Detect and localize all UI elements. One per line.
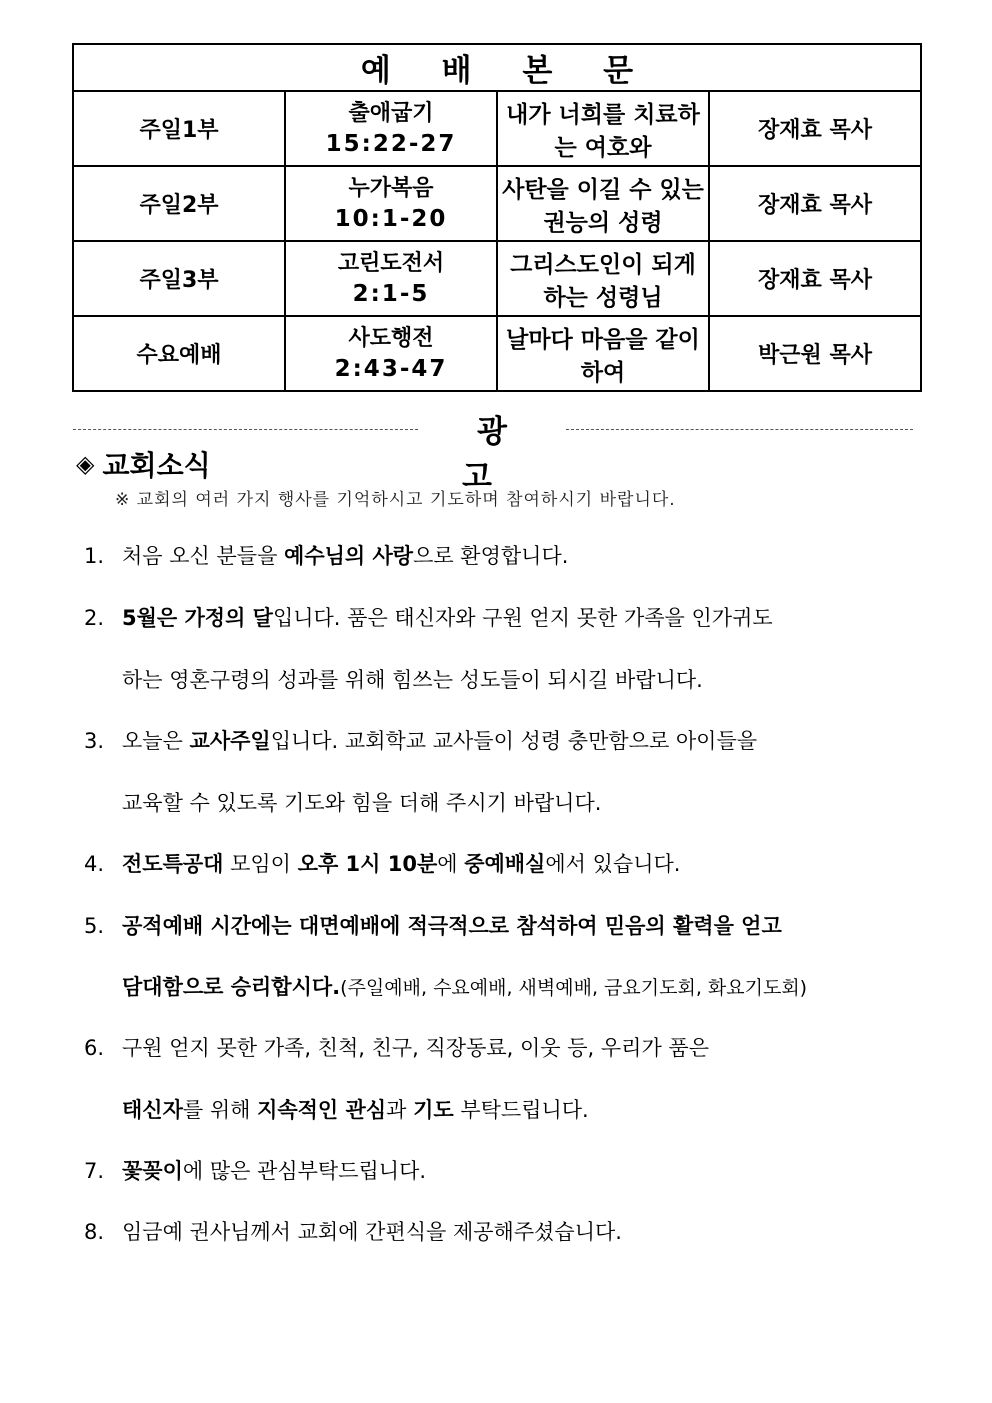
sermon-title: 그리스도인이 되게 하는 성령님: [497, 241, 709, 316]
dashed-line-right: [566, 429, 913, 430]
scripture-verse: 2:1-5: [352, 280, 430, 307]
item-emphasis: 오후 1시 10분: [297, 852, 438, 876]
worship-title: 예 배 본 문: [73, 44, 921, 91]
service-name: 주일1부: [73, 91, 285, 166]
item-emphasis: 지속적인 관심: [257, 1098, 387, 1122]
worship-row: [73, 241, 921, 316]
item-number: 3.: [84, 729, 105, 753]
scripture-book: 사도행전: [348, 325, 434, 351]
announcements-heading: 광 고: [462, 414, 537, 495]
item-text: 부탁드립니다.: [453, 1098, 589, 1122]
item-number: 8.: [84, 1220, 105, 1244]
worship-row: [73, 316, 921, 391]
sermon-title: 사탄을 이길 수 있는 권능의 성령: [497, 166, 709, 241]
service-name: 주일3부: [73, 241, 285, 316]
item-emphasis: 꽃꽂이: [122, 1159, 183, 1183]
scripture-book: 출애굽기: [348, 100, 434, 126]
item-text: 임금예 권사님께서 교회에 간편식을 제공해주셨습니다.: [122, 1220, 622, 1244]
item-text: 입니다. 교회학교 교사들이 성령 충만함으로 아이들을: [270, 729, 758, 753]
preacher: 박근원 목사: [709, 316, 921, 391]
item-text: 를 위해: [182, 1098, 258, 1122]
item-emphasis: 기도: [413, 1098, 454, 1122]
diamond-bullet-icon: ◈: [76, 450, 95, 478]
worship-row: [73, 166, 921, 241]
announcement-item: [84, 1032, 904, 1062]
item-emphasis: 태신자: [122, 1098, 183, 1122]
item-number: 4.: [84, 852, 105, 876]
item-emphasis: 공적예배 시간에는 대면예배에 적극적으로 참석하여 믿음의 활력을 얻고: [122, 914, 782, 938]
announcement-item: [84, 602, 904, 632]
item-number: 5.: [84, 914, 105, 938]
service-name: 주일2부: [73, 166, 285, 241]
preacher: 장재효 목사: [709, 166, 921, 241]
sermon-title: 내가 너희를 치료하는 여호와: [497, 91, 709, 166]
scripture-verse: 10:1-20: [334, 205, 448, 232]
sermon-title: 날마다 마음을 같이하여: [497, 316, 709, 391]
announcement-item: [84, 910, 904, 940]
announcement-continuation: [122, 1094, 942, 1124]
item-text: 처음 오신 분들을: [122, 544, 285, 568]
announcement-item: [84, 1216, 904, 1246]
announcement-item: [84, 848, 904, 878]
scripture-book: 고린도전서: [337, 250, 445, 276]
preacher: 장재효 목사: [709, 241, 921, 316]
section-title: 교회소식: [102, 449, 211, 482]
item-text: 에 많은 관심부탁드립니다.: [182, 1159, 427, 1183]
worship-row: [73, 91, 921, 166]
scripture-verse: 15:22-27: [325, 130, 457, 157]
worship-table: [72, 43, 922, 392]
announcement-item: [84, 540, 904, 570]
section-note: ※ 교회의 여러 가지 행사를 기억하시고 기도하며 참여하시기 바랍니다.: [115, 490, 676, 510]
item-emphasis: 교사주일: [189, 729, 271, 753]
section-header: [76, 444, 211, 484]
item-text: 으로 환영합니다.: [413, 544, 569, 568]
scripture-verse: 2:43-47: [334, 355, 448, 382]
scripture: [285, 91, 497, 166]
announcement-item: [84, 1155, 904, 1185]
item-text: 구원 얻지 못한 가족, 친척, 친구, 직장동료, 이웃 등, 우리가 품은: [122, 1036, 709, 1060]
item-emphasis: 담대함으로 승리합시다.: [122, 975, 341, 999]
item-number: 6.: [84, 1036, 105, 1060]
item-emphasis: 전도특공대: [122, 852, 224, 876]
dashed-line-left: [73, 429, 418, 430]
item-text: 에: [437, 852, 465, 876]
item-number: 1.: [84, 544, 105, 568]
item-text: (주일예배, 수요예배, 새벽예배, 금요기도회, 화요기도회): [340, 977, 808, 999]
scripture: [285, 316, 497, 391]
item-number: 7.: [84, 1159, 105, 1183]
announcement-continuation: [122, 971, 942, 1001]
item-text: 과: [386, 1098, 414, 1122]
service-name: 수요예배: [73, 316, 285, 391]
item-text: 오늘은: [122, 729, 190, 753]
item-text: 에서 있습니다.: [545, 852, 681, 876]
scripture-book: 누가복음: [348, 175, 434, 201]
scripture: [285, 241, 497, 316]
scripture: [285, 166, 497, 241]
item-emphasis: 5월은 가정의 달: [122, 606, 273, 630]
item-number: 2.: [84, 606, 105, 630]
item-emphasis: 예수님의 사랑: [284, 544, 414, 568]
preacher: 장재효 목사: [709, 91, 921, 166]
item-text: 모임이: [223, 852, 298, 876]
item-text: 입니다. 품은 태신자와 구원 얻지 못한 가족을 인가귀도: [272, 606, 773, 630]
announcement-continuation: 교육할 수 있도록 기도와 힘을 더해 주시기 바랍니다.: [122, 791, 602, 815]
announcement-continuation: 하는 영혼구령의 성과를 위해 힘쓰는 성도들이 되시길 바랍니다.: [122, 668, 703, 692]
announcement-item: [84, 725, 904, 755]
item-emphasis: 중예배실: [464, 852, 546, 876]
